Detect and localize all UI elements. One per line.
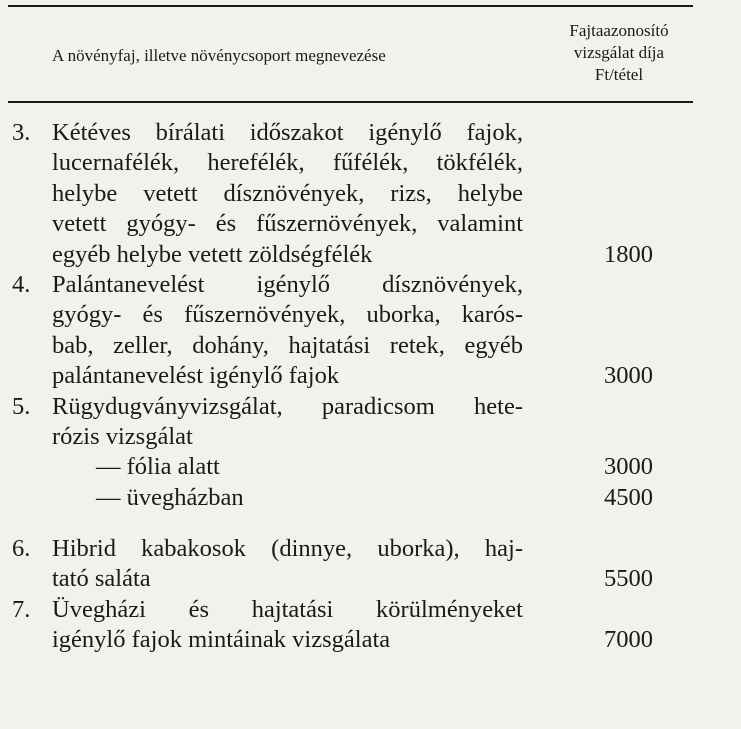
fee-value: 3000 [604,453,653,481]
table-row [0,300,741,330]
table-row [0,595,741,625]
item-text-line: Palántanevelést igénylő dísznövények, [52,270,523,298]
item-gap [0,513,741,534]
fee-value: 3000 [604,362,653,390]
table-row [0,331,741,361]
item-text-line: tató saláta [52,565,151,593]
item-number: 4. [12,270,31,298]
item-text-line: lucernafélék, herefélék, fűfélék, tökfélék, [52,149,523,177]
item-text-line: Hibrid kabakosok (dinnye, uborka), haj- [52,535,523,563]
item-number: 3. [12,119,31,146]
table-row [0,240,741,270]
item-number: 6. [12,535,31,563]
table-row [0,564,741,594]
fee-value: 7000 [604,626,653,654]
table-row [0,483,741,513]
header-rule [8,101,693,103]
item-text-line: rózis vizsgálat [52,422,193,450]
table-row [0,625,741,655]
table-row [0,361,741,391]
item-text-line: helybe vetett dísznövények, rizs, helybe [52,179,523,207]
item-text-line: gyógy- és fűszernövények, uborka, karós- [52,301,523,329]
item-text-line: Üvegházi és hajtatási körülményeket [52,595,523,623]
header-fee-line-1: Fajtaazonosító [569,21,669,40]
fee-table-body [0,118,741,656]
table-row [0,270,741,300]
fee-value: 5500 [604,565,653,593]
fee-value: 4500 [604,483,653,511]
table-row [0,422,741,452]
item-text-line: Rügydugványvizsgálat, paradicsom hete- [52,392,523,420]
table-row [0,534,741,564]
subitem-label: — üvegházban [96,483,244,511]
item-text-line: egyéb helybe vetett zöldségfélék [52,240,373,268]
table-row [0,148,741,178]
header-fee-line-2: vizsgálat díja [573,43,665,62]
fee-value: 1800 [604,240,653,268]
top-rule [8,5,693,7]
table-row [0,392,741,422]
table-row [0,209,741,239]
header-fee-column [530,20,708,86]
item-number: 7. [12,595,31,623]
subitem-label: — fólia alatt [96,453,220,481]
item-text-line: bab, zeller, dohány, hajtatási retek, egyéb [52,331,523,359]
item-text-line: igénylő fajok mintáinak vizsgálata [52,626,391,654]
header-species-column: A növényfaj, illetve növénycsoport megnevezése [52,46,386,65]
header-fee-line-3: Ft/tétel [594,65,644,84]
item-number: 5. [12,392,31,420]
table-row [0,452,741,482]
item-text-line: Kétéves bírálati időszakot igénylő fajok, [52,119,523,146]
item-text-line: palántanevelést igénylő fajok [52,362,340,390]
table-row [0,118,741,148]
table-row [0,179,741,209]
item-text-line: vetett gyógy- és fűszernövények, valamint [52,210,523,238]
